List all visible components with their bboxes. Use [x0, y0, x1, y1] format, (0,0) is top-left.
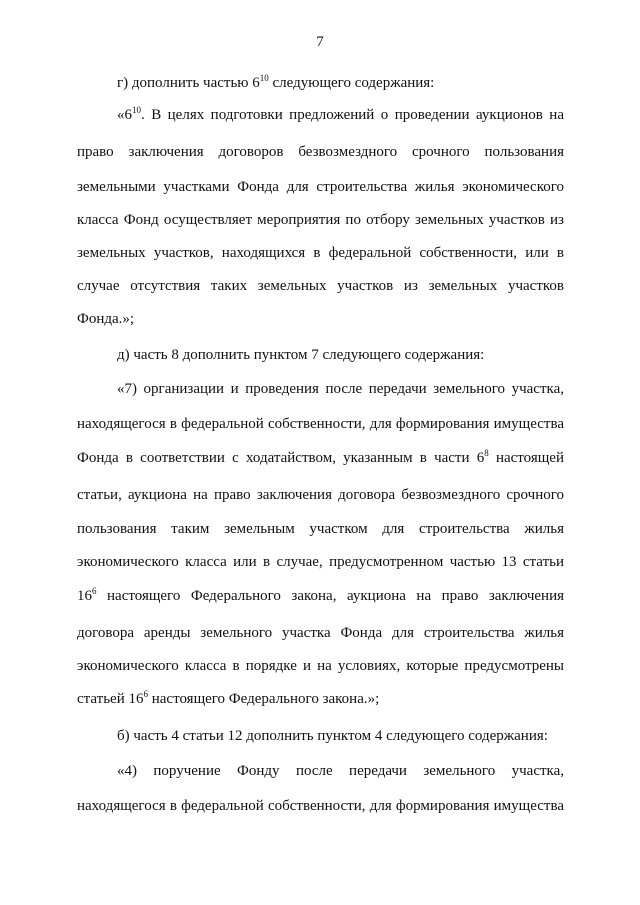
text-line: статьи, аукциона на право заключения договора безвозмездного срочного — [77, 487, 564, 503]
text-line: находящегося в федеральной собственности, для формирования имущества — [77, 798, 564, 814]
text-line: договора аренды земельного участка Фонда для строительства жилья — [77, 625, 564, 641]
text-line: «4) поручение Фонду после передачи земельного участка, — [117, 763, 564, 779]
text-line: Фонда в соответствии с ходатайством, указанным в части $6^8$ настоящей — [77, 448, 564, 466]
text-line: случае отсутствия таких земельных участков из земельных участков — [77, 278, 564, 294]
page-number: 7 — [316, 34, 324, 50]
text-line: право заключения договоров безвозмездного срочного пользования — [77, 144, 564, 160]
text-line: г) дополнить частью $6^{10}$ следующего содержания: — [117, 73, 435, 91]
text-line: пользования таким земельным участком для строительства жилья — [77, 521, 564, 537]
text-line: класса Фонд осуществляет мероприятия по отбору земельных участков из — [77, 212, 564, 228]
text-line: экономического класса или в случае, предусмотренном частью 13 статьи — [77, 554, 564, 570]
text-line: статьей $16^6$ настоящего Федерального закона.»; — [77, 689, 380, 707]
text-line: находящегося в федеральной собственности, для формирования имущества — [77, 416, 564, 432]
text-line: «7) организации и проведения после передачи земельного участка, — [117, 381, 564, 397]
text-line: Фонда.»; — [77, 311, 135, 327]
text-line: б) часть 4 статьи 12 дополнить пунктом 4 следующего содержания: — [117, 728, 548, 744]
text-line: земельными участками Фонда для строительства жилья экономического — [77, 179, 564, 195]
text-line: $16^6$ настоящего Федерального закона, аукциона на право заключения — [77, 586, 564, 604]
text-line: д) часть 8 дополнить пунктом 7 следующего содержания: — [117, 347, 485, 363]
text-line: земельных участков, находящихся в федеральной собственности, или в — [77, 245, 564, 261]
text-line: «$6^{10}$. В целях подготовки предложений о проведении аукционов на — [117, 105, 564, 123]
text-line: экономического класса в порядке и на условиях, которые предусмотрены — [77, 658, 564, 674]
